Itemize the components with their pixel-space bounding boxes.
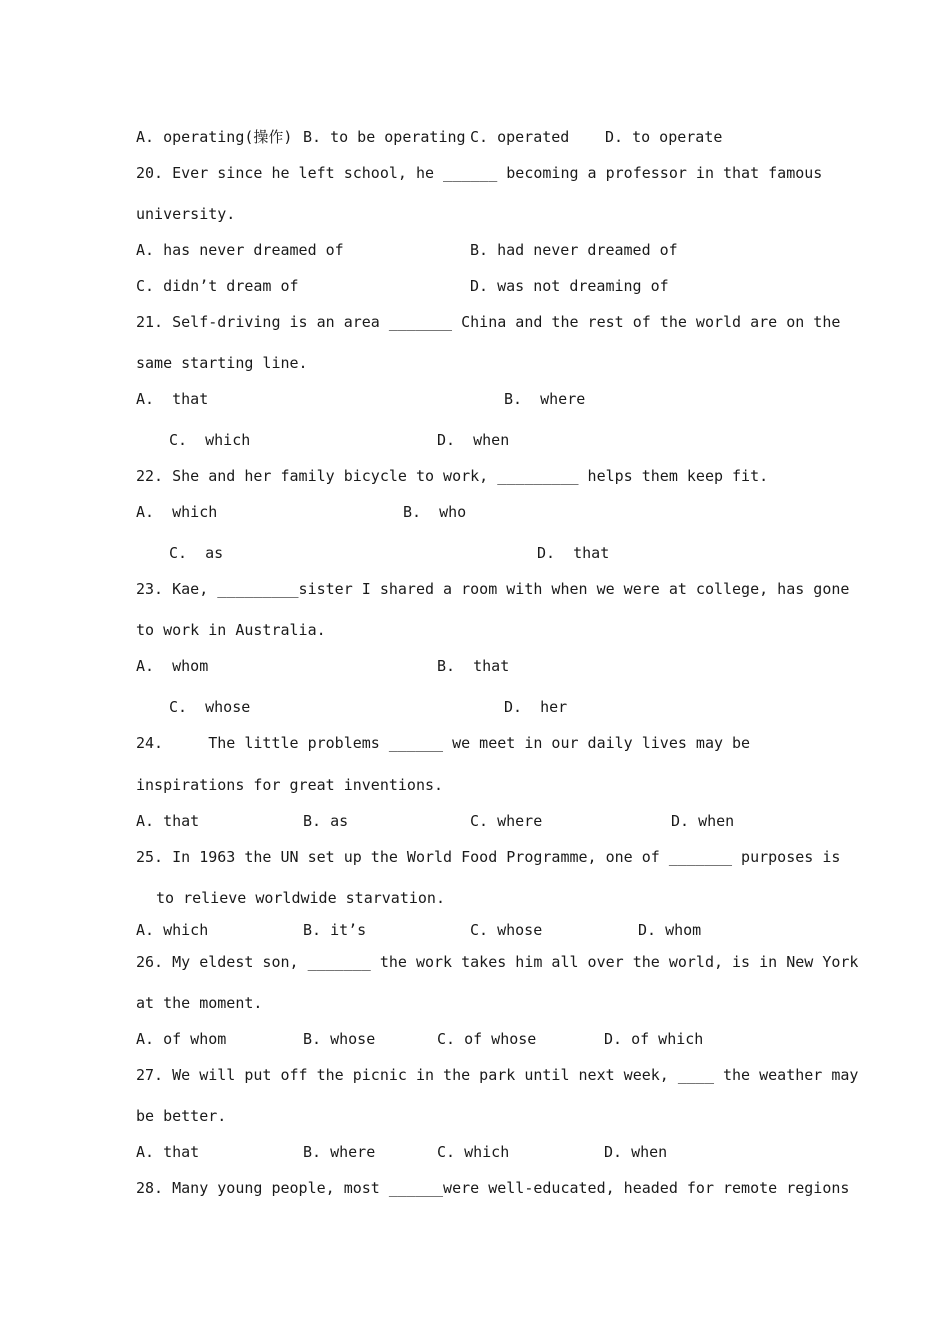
q24-stem-line1: 24. The little problems ______ we meet in our daily lives may be	[136, 734, 751, 752]
q20-option-b: B. had never dreamed of	[470, 241, 678, 259]
q22-option-a: A. which	[136, 503, 218, 521]
q27-option-d: D. when	[604, 1143, 668, 1161]
q20-option-d: D. was not dreaming of	[470, 277, 669, 295]
q21-option-b: B. where	[504, 390, 586, 408]
q26-option-c: C. of whose	[437, 1030, 537, 1048]
q27-option-b: B. where	[303, 1143, 376, 1161]
q24-stem-line2: inspirations for great inventions.	[136, 776, 444, 794]
q26-stem-line2: at the moment.	[136, 994, 263, 1012]
q27-stem-line2: be better.	[136, 1107, 227, 1125]
q25-stem-line1: 25. In 1963 the UN set up the World Food Programme, one of _______ purposes is	[136, 848, 841, 866]
q22-option-b: B. who	[403, 503, 467, 521]
q22-option-d: D. that	[537, 544, 610, 562]
q21-stem-line2: same starting line.	[136, 354, 308, 372]
q26-option-d: D. of which	[604, 1030, 704, 1048]
q23-stem-line1: 23. Kae, _________sister I shared a room with when we were at college, has gone	[136, 580, 850, 598]
q23-option-a: A. whom	[136, 657, 209, 675]
q20-option-a: A. has never dreamed of	[136, 241, 344, 259]
q27-option-c: C. which	[437, 1143, 510, 1161]
q23-option-b: B. that	[437, 657, 510, 675]
q27-stem-line1: 27. We will put off the picnic in the park until next week, ____ the weather may	[136, 1066, 859, 1084]
q19-option-c: C. operated	[470, 128, 570, 146]
q21-option-a: A. that	[136, 390, 209, 408]
q25-stem-line2: to relieve worldwide starvation.	[156, 889, 445, 907]
q21-stem-line1: 21. Self-driving is an area _______ China and the rest of the world are on the	[136, 313, 841, 331]
q20-stem-line2: university.	[136, 205, 236, 223]
q26-stem-line1: 26. My eldest son, _______ the work takes him all over the world, is in New York	[136, 953, 859, 971]
q25-option-b: B. it’s	[303, 921, 367, 939]
q20-stem-line1: 20. Ever since he left school, he ______ becoming a professor in that famous	[136, 164, 823, 182]
q22-option-c: C. as	[169, 544, 224, 562]
q25-option-d: D. whom	[638, 921, 702, 939]
q24-option-a: A. that	[136, 812, 200, 830]
q20-option-c: C. didn’t dream of	[136, 277, 299, 295]
q26-option-b: B. whose	[303, 1030, 376, 1048]
q27-option-a: A. that	[136, 1143, 200, 1161]
q23-option-d: D. her	[504, 698, 568, 716]
q19-option-d: D. to operate	[605, 128, 723, 146]
q28-stem-line1: 28. Many young people, most ______were well-educated, headed for remote regions	[136, 1179, 850, 1197]
q19-option-b: B. to be operating	[303, 128, 466, 146]
q21-option-d: D. when	[437, 431, 510, 449]
q24-option-d: D. when	[671, 812, 735, 830]
q23-stem-line2: to work in Australia.	[136, 621, 326, 639]
q25-option-a: A. which	[136, 921, 209, 939]
q24-option-b: B. as	[303, 812, 349, 830]
q24-option-c: C. where	[470, 812, 543, 830]
q21-option-c: C. which	[169, 431, 251, 449]
q25-option-c: C. whose	[470, 921, 543, 939]
q19-option-a: A. operating(操作)	[136, 128, 293, 146]
q23-option-c: C. whose	[169, 698, 251, 716]
q22-stem-line1: 22. She and her family bicycle to work, _________ helps them keep fit.	[136, 467, 769, 485]
q26-option-a: A. of whom	[136, 1030, 227, 1048]
